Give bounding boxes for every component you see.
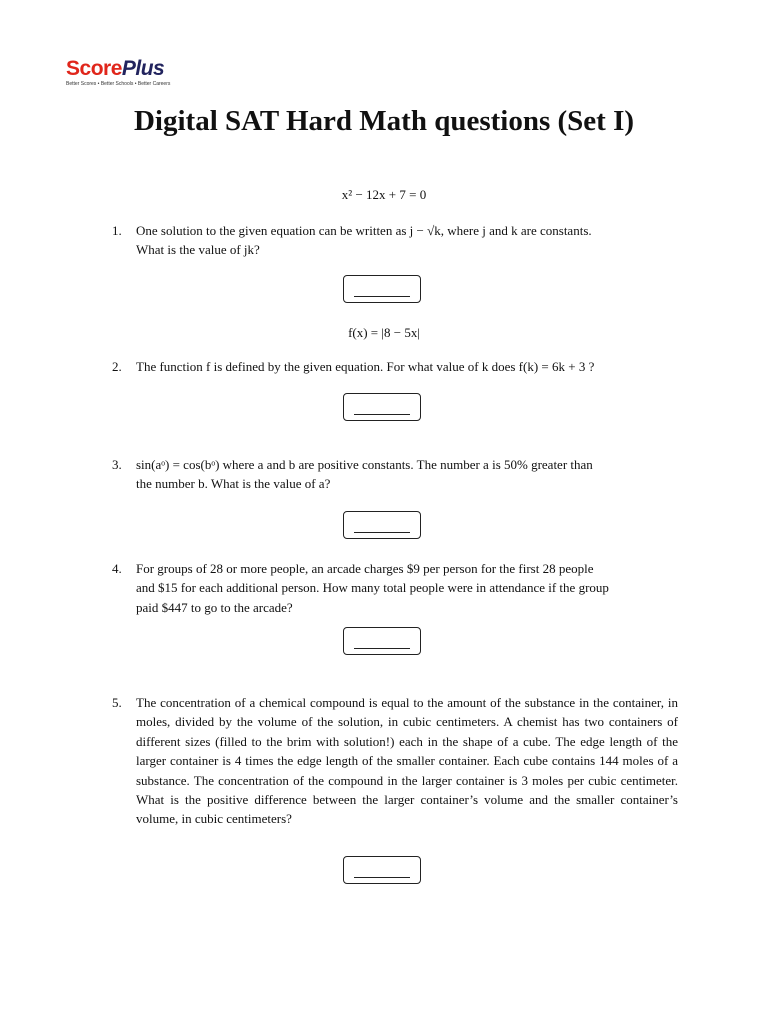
answer-box-2[interactable]: [343, 393, 421, 421]
answer-box-1[interactable]: [343, 275, 421, 303]
logo-re-text: re: [103, 57, 122, 80]
question-text-line: and $15 for each additional person. How many total people were in attendance if the group: [136, 580, 609, 596]
answer-box-5[interactable]: [343, 856, 421, 884]
question-text-line: One solution to the given equation can be written as j − √k, where j and k are constants.: [136, 223, 592, 238]
question-text-line: For groups of 28 or more people, an arcade charges $9 per person for the first 28 people: [136, 561, 594, 576]
answer-box-4[interactable]: [343, 627, 421, 655]
question-number: 5.: [112, 695, 122, 710]
answer-line: [354, 414, 410, 415]
page-title: Digital SAT Hard Math questions (Set I): [133, 105, 635, 137]
question-5: [112, 693, 678, 829]
question-text: The concentration of a chemical compound is equal to the amount of the substance in the container, in moles, divided by the volume of the solution, in cubic centimeters. A chemist has two containers of different sizes (filled to the brim with solution!) each in the shape of a cube. The edge length of the larger container is 4 times the edge length of the smaller container. Each cube contains 144 moles of a substance. The concentration of the compound in the larger container is 3 moles per cubic centimeter. What is the positive difference between the larger container’s volume and the smaller container’s volume, in cubic centimeters?: [136, 695, 678, 827]
question-text-line: sin(aᵒ) = cos(bᵒ) where a and b are positive constants. The number a is 50% greater than: [136, 457, 593, 472]
answer-line: [354, 648, 410, 649]
question-text-line: The function f is defined by the given equation. For what value of k does f(k) = 6k + 3 ?: [136, 359, 595, 374]
logo-score-text: Sc: [66, 57, 91, 80]
q2-equation: f(x) = |8 − 5x|: [348, 325, 420, 340]
question-number: 2.: [112, 359, 122, 374]
question-number: 4.: [112, 561, 122, 576]
answer-line: [354, 532, 410, 533]
question-3: [112, 455, 678, 494]
logo-plus-text: Plus: [121, 57, 165, 80]
scoreplus-logo: [66, 57, 176, 91]
question-number: 1.: [112, 223, 122, 238]
logo-tagline: Better Scores • Better Schools • Better Careers: [66, 81, 171, 87]
question-4: [112, 559, 678, 617]
answer-line: [354, 877, 410, 878]
question-text-line: the number b. What is the value of a?: [136, 476, 331, 492]
logo-o-text: o: [90, 57, 104, 80]
question-2: [112, 357, 678, 376]
answer-box-3[interactable]: [343, 511, 421, 539]
logo-wordmark: [66, 57, 176, 81]
question-text-line: What is the value of jk?: [136, 242, 260, 258]
q1-equation: x² − 12x + 7 = 0: [341, 187, 427, 202]
question-text-line: paid $447 to go to the arcade?: [136, 599, 293, 615]
question-number: 3.: [112, 457, 122, 472]
question-1: [112, 221, 678, 260]
answer-line: [354, 296, 410, 297]
